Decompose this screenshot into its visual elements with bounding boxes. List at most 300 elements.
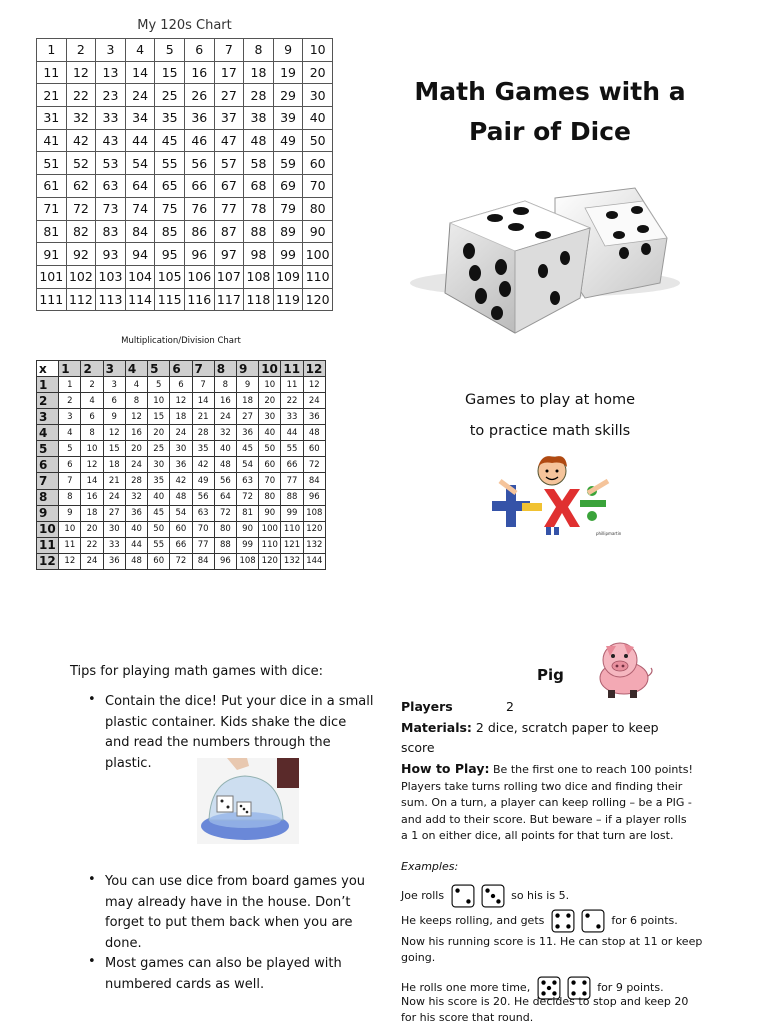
mult-cell: 4 — [81, 393, 103, 409]
mult-cell: 21 — [103, 473, 125, 489]
players-label: Players — [401, 699, 453, 714]
chart120-cell: 44 — [125, 129, 155, 152]
mult-cell: 132 — [303, 537, 325, 553]
chart120-cell: 100 — [303, 243, 333, 266]
chart120-cell: 90 — [303, 220, 333, 243]
mult-cell: 22 — [81, 537, 103, 553]
mult-cell: 40 — [125, 521, 147, 537]
how-to-play-text: Be the first one to reach 100 points! — [489, 763, 693, 776]
chart120-cell: 117 — [214, 288, 244, 311]
bullet-dot-icon: • — [88, 872, 96, 887]
chart120-cell: 21 — [37, 84, 67, 107]
chart120-cell: 84 — [125, 220, 155, 243]
chart120-row — [37, 243, 333, 266]
example-2-text: He keeps rolling, and gets — [401, 914, 545, 927]
mult-cell: 9 — [103, 409, 125, 425]
chart120-cell: 26 — [184, 84, 214, 107]
die-face-icon — [551, 909, 575, 933]
chart120-cell: 8 — [244, 39, 274, 62]
mult-cell: 24 — [214, 409, 236, 425]
subtitle-line-1: Games to play at home — [464, 392, 636, 408]
mult-cell: 15 — [148, 409, 170, 425]
page-title — [400, 72, 700, 152]
multiplication-chart — [36, 360, 326, 570]
chart120-cell: 110 — [303, 265, 333, 288]
mult-col-header: 7 — [192, 361, 214, 377]
chart120-cell: 11 — [37, 61, 67, 84]
mult-cell: 8 — [125, 393, 147, 409]
chart120-cell: 102 — [66, 265, 96, 288]
mult-col-header: 6 — [170, 361, 192, 377]
tip-2-line: done. — [105, 935, 142, 951]
kid-art-watermark: phillipmartin — [596, 531, 622, 536]
chart120-cell: 54 — [125, 152, 155, 175]
example-4-text: He rolls one more time, — [401, 981, 531, 994]
chart120-cell: 49 — [273, 129, 303, 152]
mult-row-header: 8 — [37, 489, 59, 505]
mult-cell: 96 — [303, 489, 325, 505]
mult-cell: 15 — [103, 441, 125, 457]
mult-corner: x — [37, 361, 59, 377]
mult-row — [37, 441, 326, 457]
how-to-play-line: sum. On a turn, a player can keep rolling – be a PIG - — [401, 796, 692, 810]
mult-cell: 32 — [125, 489, 147, 505]
chart120-cell: 69 — [273, 175, 303, 198]
mult-cell: 48 — [214, 457, 236, 473]
examples-label: Examples: — [401, 860, 459, 873]
chart120-cell: 89 — [273, 220, 303, 243]
mult-cell: 72 — [236, 489, 258, 505]
chart120-cell: 47 — [214, 129, 244, 152]
chart120-cell: 81 — [37, 220, 67, 243]
mult-cell: 48 — [125, 553, 147, 569]
mult-col-header: 12 — [303, 361, 325, 377]
chart120-row — [37, 220, 333, 243]
mult-cell: 9 — [236, 377, 258, 393]
chart120-cell: 67 — [214, 175, 244, 198]
materials-text: 2 dice, scratch paper to keep — [471, 720, 659, 735]
mult-cell: 16 — [81, 489, 103, 505]
mult-cell: 25 — [148, 441, 170, 457]
mult-cell: 10 — [59, 521, 81, 537]
bullet-dot-icon: • — [88, 692, 96, 707]
chart120-cell: 55 — [155, 152, 185, 175]
chart120-cell: 111 — [37, 288, 67, 311]
chart120-cell: 92 — [66, 243, 96, 266]
mult-cell: 5 — [59, 441, 81, 457]
mult-cell: 108 — [236, 553, 258, 569]
mult-cell: 120 — [259, 553, 281, 569]
mult-col-header: 3 — [103, 361, 125, 377]
mult-cell: 20 — [259, 393, 281, 409]
mult-cell: 48 — [170, 489, 192, 505]
chart120-cell: 39 — [273, 107, 303, 130]
mult-cell: 121 — [281, 537, 303, 553]
players-value: 2 — [506, 699, 514, 714]
mult-cell: 20 — [125, 441, 147, 457]
mult-col-header: 11 — [281, 361, 303, 377]
tip-2-line: forget to put them back when you are — [105, 915, 353, 931]
chart120-cell: 80 — [303, 197, 333, 220]
mult-cell: 99 — [281, 505, 303, 521]
chart120-row — [37, 197, 333, 220]
mult-cell: 12 — [103, 425, 125, 441]
mult-cell: 8 — [214, 377, 236, 393]
chart120-row — [37, 288, 333, 311]
mult-cell: 60 — [259, 457, 281, 473]
mult-cell: 40 — [259, 425, 281, 441]
chart120-cell: 53 — [96, 152, 126, 175]
mult-cell: 88 — [214, 537, 236, 553]
mult-cell: 56 — [214, 473, 236, 489]
chart120-cell: 109 — [273, 265, 303, 288]
mult-col-header: 9 — [236, 361, 258, 377]
how-to-play-label: How to Play: — [401, 761, 490, 776]
chart120-cell: 34 — [125, 107, 155, 130]
chart120-cell: 73 — [96, 197, 126, 220]
chart120-cell: 112 — [66, 288, 96, 311]
mult-cell: 28 — [192, 425, 214, 441]
pig-game-title: Pig — [537, 666, 564, 684]
mult-row-header: 2 — [37, 393, 59, 409]
chart120-cell: 6 — [184, 39, 214, 62]
example-5 — [401, 994, 688, 1027]
mult-cell: 49 — [192, 473, 214, 489]
chart120-cell: 33 — [96, 107, 126, 130]
chart120-cell: 59 — [273, 152, 303, 175]
mult-cell: 36 — [125, 505, 147, 521]
hundred-twenty-chart — [36, 38, 333, 311]
example-1-text: Joe rolls — [401, 889, 445, 902]
chart120-cell: 2 — [66, 39, 96, 62]
mult-cell: 12 — [303, 377, 325, 393]
mult-cell: 42 — [170, 473, 192, 489]
mult-row-header: 1 — [37, 377, 59, 393]
mult-cell: 40 — [214, 441, 236, 457]
mult-cell: 8 — [81, 425, 103, 441]
chart120-cell: 46 — [184, 129, 214, 152]
mult-cell: 96 — [214, 553, 236, 569]
chart120-cell: 9 — [273, 39, 303, 62]
chart120-cell: 91 — [37, 243, 67, 266]
chart120-cell: 66 — [184, 175, 214, 198]
chart120-cell: 93 — [96, 243, 126, 266]
chart120-cell: 104 — [125, 265, 155, 288]
tip-1-line: plastic container. Kids shake the dice — [105, 714, 347, 730]
chart120-cell: 115 — [155, 288, 185, 311]
mult-row-header: 12 — [37, 553, 59, 569]
mult-cell: 27 — [103, 505, 125, 521]
chart120-cell: 45 — [155, 129, 185, 152]
chart120-cell: 19 — [273, 61, 303, 84]
mult-cell: 108 — [303, 505, 325, 521]
chart120-cell: 36 — [184, 107, 214, 130]
mult-cell: 66 — [281, 457, 303, 473]
mult-cell: 84 — [303, 473, 325, 489]
mult-cell: 12 — [81, 457, 103, 473]
chart120-cell: 61 — [37, 175, 67, 198]
chart120-cell: 37 — [214, 107, 244, 130]
chart120-cell: 87 — [214, 220, 244, 243]
mult-cell: 55 — [281, 441, 303, 457]
mult-cell: 12 — [59, 553, 81, 569]
example-4-result: for 9 points. — [597, 981, 664, 994]
example-5-line: Now his score is 20. He decides to stop and keep 20 — [401, 995, 689, 1008]
chart120-cell: 32 — [66, 107, 96, 130]
mult-cell: 22 — [281, 393, 303, 409]
mult-cell: 90 — [259, 505, 281, 521]
how-to-play-line: a 1 on either dice, all points for that turn are lost. — [401, 828, 674, 842]
chart120-cell: 70 — [303, 175, 333, 198]
mult-cell: 21 — [192, 409, 214, 425]
subtitle-line-2: to practice math skills — [469, 423, 631, 439]
mult-cell: 88 — [281, 489, 303, 505]
mult-row — [37, 553, 326, 569]
mult-cell: 4 — [125, 377, 147, 393]
mult-cell: 45 — [236, 441, 258, 457]
chart120-cell: 118 — [244, 288, 274, 311]
mult-cell: 2 — [81, 377, 103, 393]
mult-cell: 120 — [303, 521, 325, 537]
mult-header-row — [37, 361, 326, 377]
chart120-cell: 35 — [155, 107, 185, 130]
pig-icon — [594, 638, 656, 700]
chart120-cell: 20 — [303, 61, 333, 84]
mult-cell: 11 — [281, 377, 303, 393]
mult-cell: 54 — [236, 457, 258, 473]
materials-label: Materials: — [401, 720, 472, 735]
mult-col-header: 2 — [81, 361, 103, 377]
chart120-cell: 50 — [303, 129, 333, 152]
chart120-row — [37, 152, 333, 175]
chart120-cell: 17 — [214, 61, 244, 84]
chart120-cell: 107 — [214, 265, 244, 288]
chart120-cell: 7 — [214, 39, 244, 62]
dice-illustration — [405, 183, 680, 338]
materials — [401, 720, 659, 735]
dice-container-photo — [197, 758, 299, 844]
example-2-result: for 6 points. — [611, 914, 678, 927]
chart120-cell: 74 — [125, 197, 155, 220]
mult-cell: 10 — [81, 441, 103, 457]
mult-cell: 132 — [281, 553, 303, 569]
mult-cell: 63 — [192, 505, 214, 521]
mult-cell: 80 — [214, 521, 236, 537]
chart120-cell: 68 — [244, 175, 274, 198]
chart120-cell: 97 — [214, 243, 244, 266]
chart120-cell: 30 — [303, 84, 333, 107]
chart120-cell: 31 — [37, 107, 67, 130]
materials-line-2: score — [401, 740, 435, 755]
mult-cell: 3 — [59, 409, 81, 425]
example-3-line: Now his running score is 11. He can stop at 11 or keep — [401, 935, 703, 948]
chart120-cell: 65 — [155, 175, 185, 198]
mult-cell: 18 — [103, 457, 125, 473]
chart120-cell: 78 — [244, 197, 274, 220]
mult-cell: 6 — [103, 393, 125, 409]
mult-cell: 100 — [259, 521, 281, 537]
mult-cell: 7 — [192, 377, 214, 393]
chart120-cell: 56 — [184, 152, 214, 175]
chart120-cell: 16 — [184, 61, 214, 84]
mult-cell: 84 — [192, 553, 214, 569]
mult-cell: 24 — [103, 489, 125, 505]
chart120-row — [37, 39, 333, 62]
chart120-cell: 114 — [125, 288, 155, 311]
mult-cell: 60 — [303, 441, 325, 457]
mult-cell: 70 — [259, 473, 281, 489]
chart120-row — [37, 84, 333, 107]
chart120-cell: 103 — [96, 265, 126, 288]
chart120-cell: 29 — [273, 84, 303, 107]
mult-cell: 81 — [236, 505, 258, 521]
mult-cell: 77 — [192, 537, 214, 553]
chart120-cell: 10 — [303, 39, 333, 62]
example-1 — [401, 884, 569, 908]
mult-cell: 44 — [125, 537, 147, 553]
example-3 — [401, 934, 702, 967]
chart120-cell: 71 — [37, 197, 67, 220]
tip-2-line: You can use dice from board games you — [105, 874, 366, 889]
how-to-play — [401, 761, 693, 778]
mult-cell: 18 — [81, 505, 103, 521]
mult-cell: 63 — [236, 473, 258, 489]
chart120-cell: 12 — [66, 61, 96, 84]
mult-cell: 110 — [259, 537, 281, 553]
chart120-cell: 96 — [184, 243, 214, 266]
mult-cell: 35 — [148, 473, 170, 489]
mult-cell: 2 — [59, 393, 81, 409]
chart120-cell: 24 — [125, 84, 155, 107]
tip-1-line: plastic. — [105, 755, 152, 771]
chart120-cell: 25 — [155, 84, 185, 107]
mult-row-header: 11 — [37, 537, 59, 553]
chart120-cell: 99 — [273, 243, 303, 266]
mult-cell: 18 — [236, 393, 258, 409]
mult-cell: 18 — [170, 409, 192, 425]
chart120-cell: 42 — [66, 129, 96, 152]
chart120-cell: 64 — [125, 175, 155, 198]
mult-row — [37, 505, 326, 521]
chart120-cell: 27 — [214, 84, 244, 107]
chart120-cell: 76 — [184, 197, 214, 220]
mult-cell: 50 — [259, 441, 281, 457]
mult-row-header: 9 — [37, 505, 59, 521]
mult-cell: 36 — [236, 425, 258, 441]
mult-cell: 7 — [59, 473, 81, 489]
chart120-cell: 113 — [96, 288, 126, 311]
mult-cell: 110 — [281, 521, 303, 537]
tip-1-line: Contain the dice! Put your dice in a small — [105, 694, 374, 709]
chart120-cell: 105 — [155, 265, 185, 288]
mult-cell: 16 — [214, 393, 236, 409]
mult-cell: 77 — [281, 473, 303, 489]
mult-cell: 44 — [281, 425, 303, 441]
chart120-cell: 40 — [303, 107, 333, 130]
chart120-cell: 106 — [184, 265, 214, 288]
mult-cell: 8 — [59, 489, 81, 505]
tip-3 — [105, 954, 342, 995]
mult-chart-title: Multiplication/Division Chart — [121, 336, 241, 346]
chart120-cell: 62 — [66, 175, 96, 198]
mult-col-header: 5 — [148, 361, 170, 377]
mult-col-header: 4 — [125, 361, 147, 377]
tip-2-line: may already have in the house. Don’t — [105, 894, 351, 910]
mult-cell: 4 — [59, 425, 81, 441]
chart120-cell: 5 — [155, 39, 185, 62]
tip-3-line: numbered cards as well. — [105, 976, 265, 992]
math-kid-illustration — [492, 455, 622, 537]
mult-cell: 32 — [214, 425, 236, 441]
tip-1-line: and read the numbers through the — [105, 735, 331, 751]
mult-row — [37, 425, 326, 441]
mult-cell: 60 — [148, 553, 170, 569]
chart120-cell: 95 — [155, 243, 185, 266]
chart120-row — [37, 107, 333, 130]
mult-row-header: 3 — [37, 409, 59, 425]
chart120-cell: 85 — [155, 220, 185, 243]
title-line-1: Math Games with a — [414, 77, 686, 106]
mult-cell: 36 — [303, 409, 325, 425]
mult-cell: 45 — [148, 505, 170, 521]
chart120-cell: 119 — [273, 288, 303, 311]
chart120-cell: 58 — [244, 152, 274, 175]
mult-row — [37, 537, 326, 553]
chart120-title: My 120s Chart — [137, 18, 232, 33]
mult-cell: 14 — [81, 473, 103, 489]
chart120-row — [37, 175, 333, 198]
mult-cell: 1 — [59, 377, 81, 393]
chart120-cell: 22 — [66, 84, 96, 107]
chart120-cell: 79 — [273, 197, 303, 220]
chart120-cell: 82 — [66, 220, 96, 243]
chart120-cell: 101 — [37, 265, 67, 288]
how-to-play-line: and add to their score. But beware – if a player rolls — [401, 812, 687, 826]
mult-cell: 6 — [170, 377, 192, 393]
example-5-line: for his score that round. — [401, 1011, 534, 1025]
mult-cell: 27 — [236, 409, 258, 425]
chart120-cell: 14 — [125, 61, 155, 84]
mult-cell: 42 — [192, 457, 214, 473]
mult-cell: 20 — [148, 425, 170, 441]
mult-cell: 24 — [81, 553, 103, 569]
dice-pair — [548, 909, 608, 933]
mult-cell: 56 — [192, 489, 214, 505]
mult-row — [37, 473, 326, 489]
mult-col-header: 10 — [259, 361, 281, 377]
mult-cell: 16 — [125, 425, 147, 441]
tip-3-line: Most games can also be played with — [105, 956, 342, 971]
chart120-cell: 15 — [155, 61, 185, 84]
mult-row-header: 4 — [37, 425, 59, 441]
chart120-cell: 98 — [244, 243, 274, 266]
mult-row — [37, 393, 326, 409]
mult-cell: 54 — [170, 505, 192, 521]
mult-row — [37, 377, 326, 393]
chart120-cell: 63 — [96, 175, 126, 198]
tips-title: Tips for playing math games with dice: — [70, 664, 324, 679]
mult-cell: 60 — [170, 521, 192, 537]
mult-row-header: 6 — [37, 457, 59, 473]
die-face-icon — [581, 909, 605, 933]
chart120-cell: 108 — [244, 265, 274, 288]
mult-col-header: 8 — [214, 361, 236, 377]
chart120-cell: 120 — [303, 288, 333, 311]
mult-cell: 30 — [259, 409, 281, 425]
mult-cell: 14 — [192, 393, 214, 409]
chart120-cell: 23 — [96, 84, 126, 107]
mult-cell: 28 — [125, 473, 147, 489]
